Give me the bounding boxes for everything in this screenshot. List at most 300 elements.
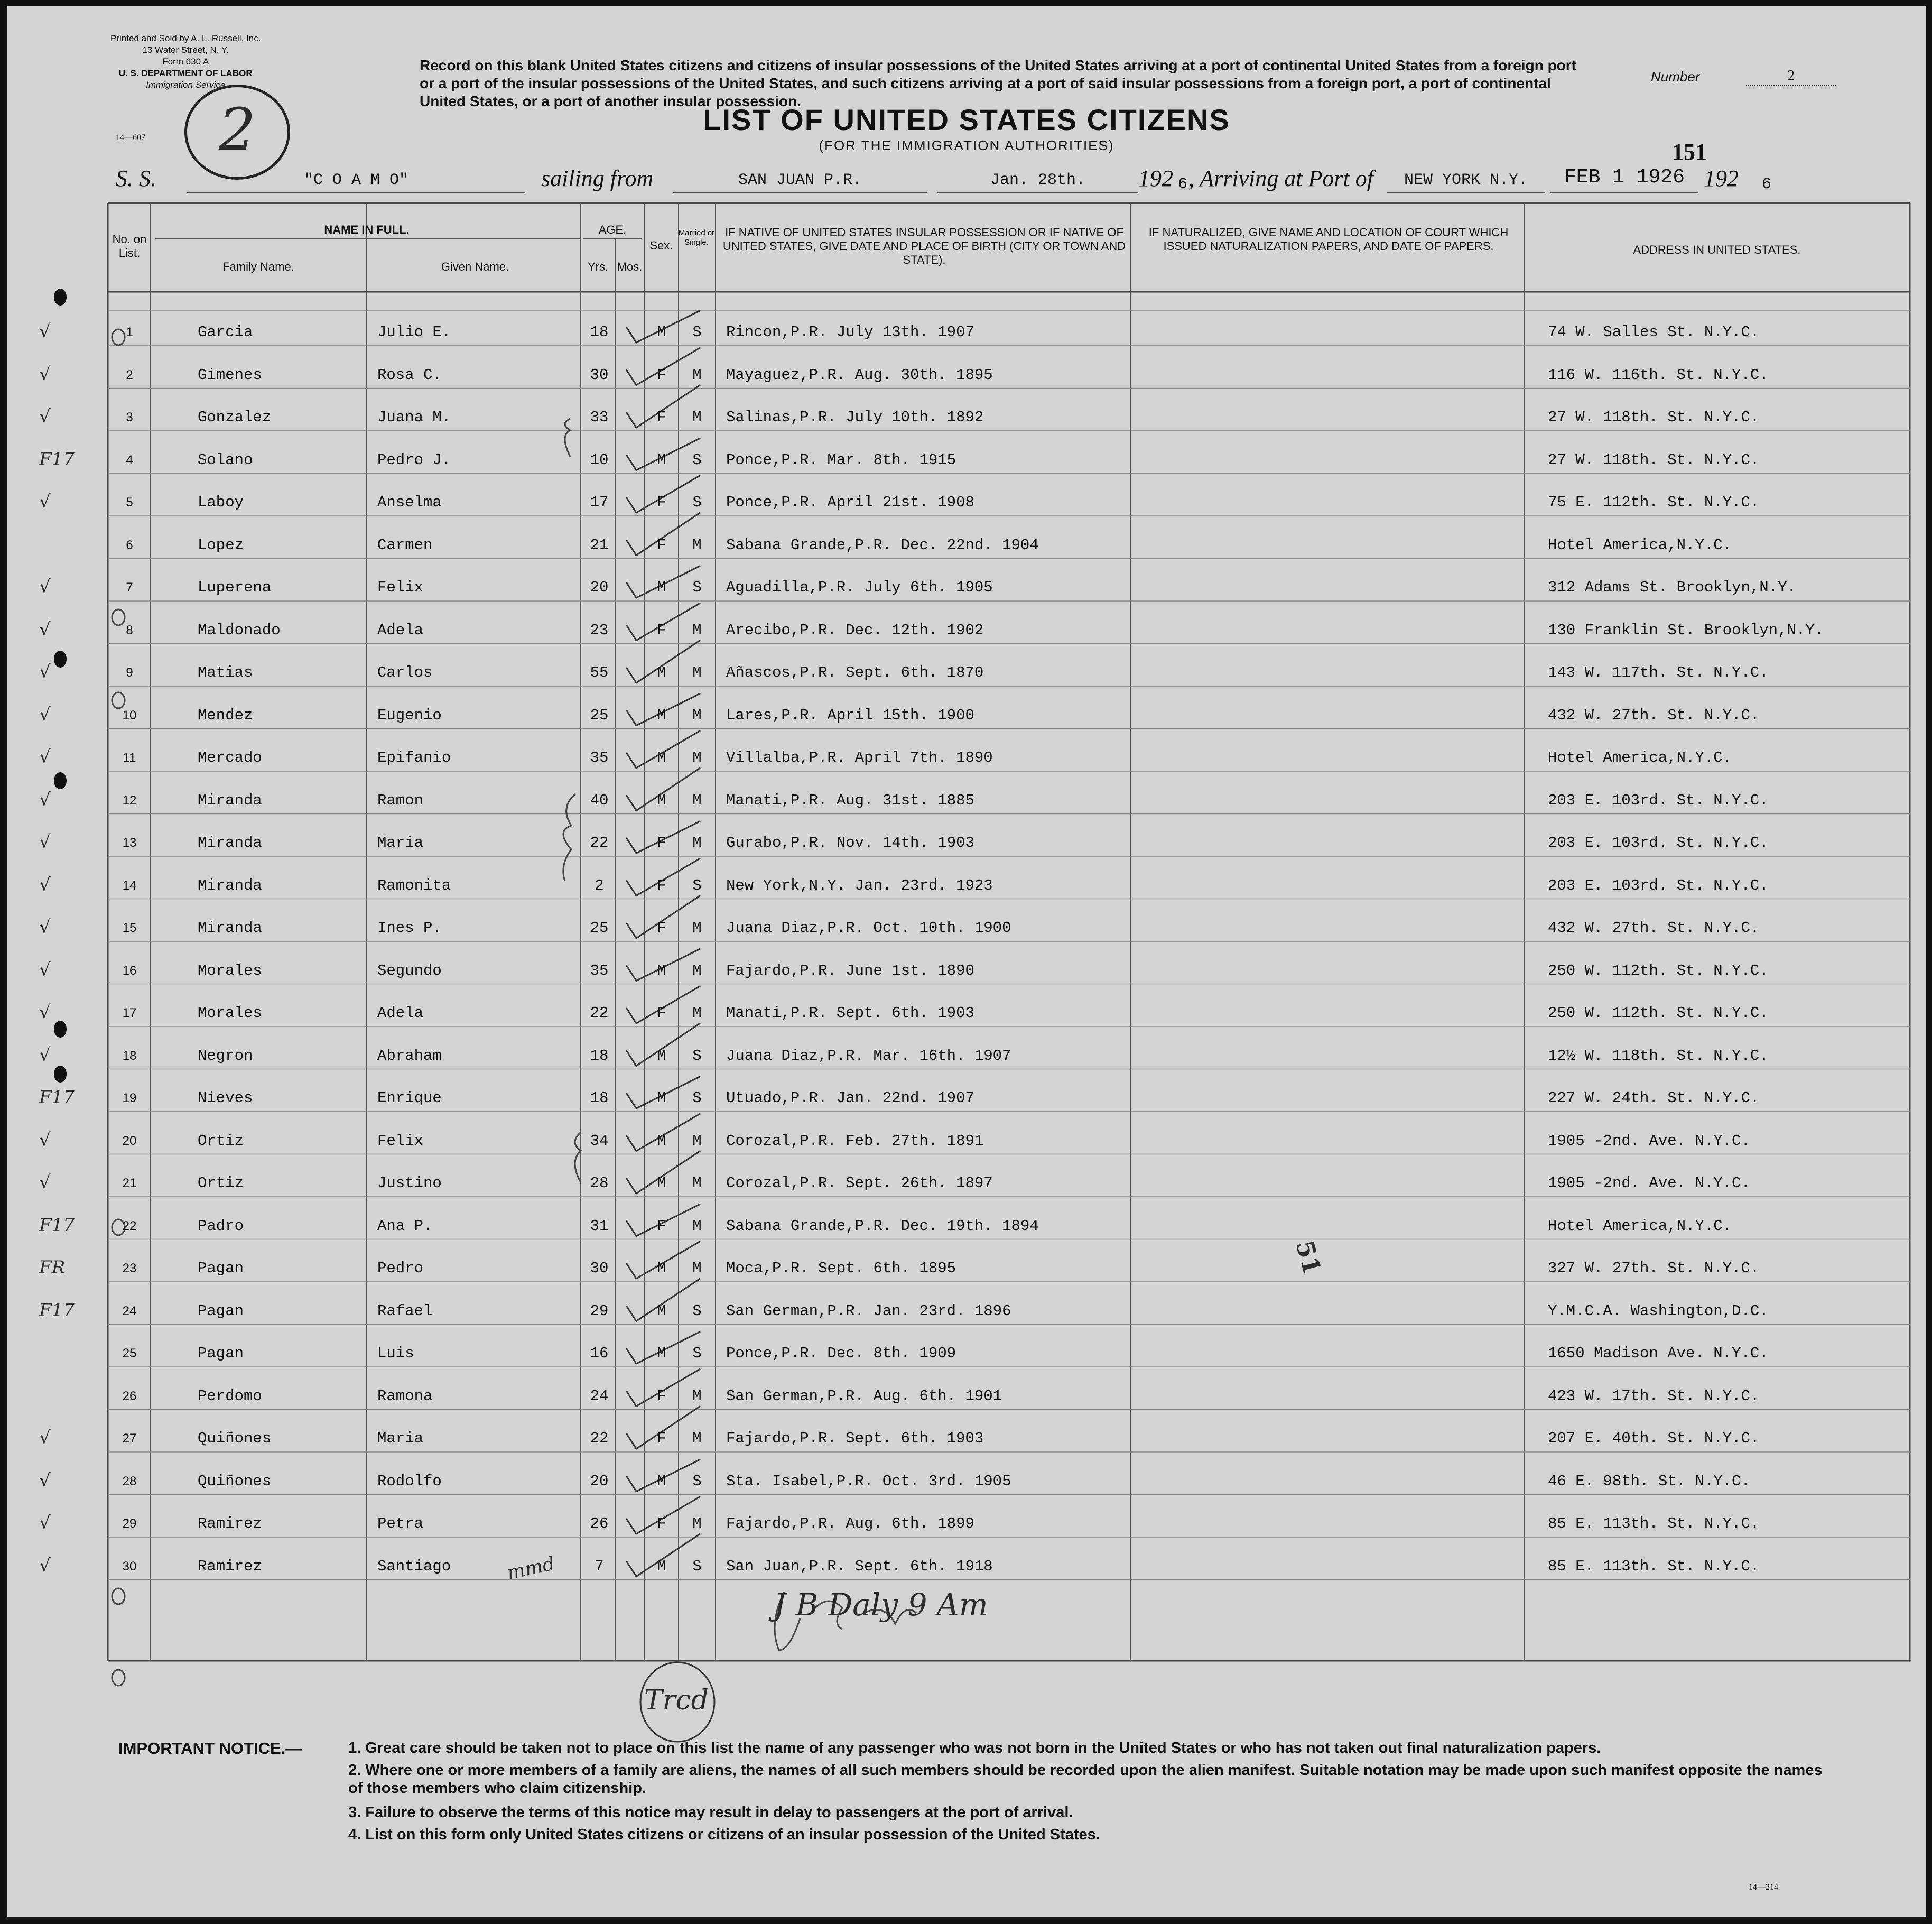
margin-check-mark: √ [39, 363, 51, 385]
given-name-cell: Epifanio [377, 749, 451, 766]
birthplace-date-cell: Juana Diaz,P.R. Oct. 10th. 1900 [726, 919, 1011, 937]
family-name-cell: Perdomo [198, 1387, 262, 1405]
marital-status-cell: M [692, 1515, 702, 1532]
family-name-cell: Pagan [198, 1260, 244, 1277]
margin-check-mark: √ [39, 1044, 51, 1066]
notice-item: 3. Failure to observe the terms of this notice may result in delay to passengers at the port of arrival. [348, 1804, 1073, 1821]
age-years-cell: 22 [590, 1430, 609, 1447]
address-cell: 85 E. 113th. St. N.Y.C. [1548, 1515, 1760, 1532]
col-given-name: Given Name. [441, 260, 509, 273]
given-name-cell: Rodolfo [377, 1472, 442, 1490]
marital-status-cell: M [692, 791, 702, 809]
address-cell: Hotel America,N.Y.C. [1548, 1217, 1732, 1235]
sex-cell: M [657, 1047, 666, 1065]
age-years-cell: 31 [590, 1217, 609, 1235]
row-number-cell: 3 [126, 410, 133, 424]
row-number-cell: 12 [122, 793, 137, 808]
given-name-cell: Juana M. [377, 409, 451, 426]
family-name-cell: Ortiz [198, 1132, 244, 1150]
age-years-cell: 25 [590, 919, 609, 937]
birthplace-date-cell: Sabana Grande,P.R. Dec. 22nd. 1904 [726, 536, 1039, 554]
birthplace-date-cell: Corozal,P.R. Feb. 27th. 1891 [726, 1132, 984, 1150]
birthplace-date-cell: Villalba,P.R. April 7th. 1890 [726, 749, 993, 766]
ss-label: S. S. [116, 165, 156, 191]
row-number-cell: 14 [122, 878, 137, 893]
sex-cell: M [657, 1472, 666, 1490]
row-number-cell: 24 [122, 1303, 137, 1318]
col-naturalized: IF NATURALIZED, GIVE NAME AND LOCATION OF COURT WHICH ISSUED NATURALIZATION PAPERS, AND DATE OF PAPERS. [1148, 226, 1509, 253]
family-name-cell: Solano [198, 451, 253, 469]
age-years-cell: 29 [590, 1302, 609, 1320]
row-number-cell: 1 [126, 325, 133, 339]
notice-item: 2. Where one or more members of a family are aliens, the names of all such members should be recorded upon the alien manifest. Suitable notation may be made upon such manifest opposite the names of those members who claim citizenship. [348, 1762, 1823, 1797]
sex-cell: M [657, 706, 666, 724]
given-name-cell: Rosa C. [377, 366, 442, 384]
birthplace-date-cell: Salinas,P.R. July 10th. 1892 [726, 409, 984, 426]
row-number-cell: 23 [122, 1261, 137, 1275]
marital-status-cell: M [692, 1430, 702, 1447]
stamp-number: 51 [1290, 1237, 1327, 1278]
family-name-cell: Garcia [198, 323, 253, 341]
marital-status-cell: M [692, 919, 702, 937]
margin-check-mark: √ [39, 1172, 51, 1193]
sex-cell: F [657, 366, 666, 384]
marital-status-cell: M [692, 834, 702, 852]
family-name-cell: Ortiz [198, 1174, 244, 1192]
age-years-cell: 34 [590, 1132, 609, 1150]
address-cell: Hotel America,N.Y.C. [1548, 749, 1732, 766]
col-birthplace: IF NATIVE OF UNITED STATES INSULAR POSSESSION OR IF NATIVE OF UNITED STATES, GIVE DATE AND PLACE OF BIRTH (CITY OR TOWN AND STATE). [722, 226, 1126, 266]
address-cell: Y.M.C.A. Washington,D.C. [1548, 1302, 1769, 1320]
col-married-single: Married or Single. [678, 228, 715, 247]
given-name-cell: Maria [377, 1430, 424, 1447]
address-cell: 85 E. 113th. St. N.Y.C. [1548, 1557, 1760, 1575]
sex-cell: M [657, 1132, 666, 1150]
row-number-cell: 2 [126, 367, 133, 382]
age-years-cell: 18 [590, 1047, 609, 1065]
sex-cell: M [657, 749, 666, 766]
notice-title: IMPORTANT NOTICE.— [118, 1739, 302, 1758]
address-cell: 1650 Madison Ave. N.Y.C. [1548, 1345, 1769, 1362]
record-instructions: Record on this blank United States citizens and citizens of insular possessions of the United States arriving at a port of continental United States from a foreign port or a port of the insular possessions of the United States, and such citizens arriving at a port of said insular possessions from a foreign port, a port of continental United States, or a port of another insular possession. [420, 57, 1577, 109]
margin-check-mark: √ [39, 959, 51, 980]
age-years-cell: 35 [590, 961, 609, 979]
sex-cell: F [657, 834, 666, 852]
given-name-cell: Felix [377, 579, 424, 596]
birthplace-date-cell: Aguadilla,P.R. July 6th. 1905 [726, 579, 993, 596]
row-number-cell: 25 [122, 1346, 137, 1361]
margin-note-row30: mmd [505, 1552, 557, 1585]
row-number-cell: 22 [122, 1218, 137, 1233]
birthplace-date-cell: San Juan,P.R. Sept. 6th. 1918 [726, 1557, 993, 1575]
margin-check-mark: √ [39, 576, 51, 597]
family-name-cell: Matias [198, 664, 253, 681]
sex-cell: F [657, 409, 666, 426]
family-name-cell: Quiñones [198, 1430, 272, 1447]
birthplace-date-cell: Moca,P.R. Sept. 6th. 1895 [726, 1260, 956, 1277]
family-name-cell: Negron [198, 1047, 253, 1065]
marital-status-cell: M [692, 1132, 702, 1150]
age-years-cell: 30 [590, 1260, 609, 1277]
row-number-cell: 11 [123, 751, 136, 765]
address-cell: 12½ W. 118th. St. N.Y.C. [1548, 1047, 1769, 1065]
margin-check-mark: √ [39, 874, 51, 895]
given-name-cell: Petra [377, 1515, 424, 1532]
sex-cell: M [657, 961, 666, 979]
address-cell: 46 E. 98th. St. N.Y.C. [1548, 1472, 1750, 1490]
birthplace-date-cell: Ponce,P.R. April 21st. 1908 [726, 494, 974, 511]
margin-check-mark: √ [39, 321, 51, 342]
address-cell: 207 E. 40th. St. N.Y.C. [1548, 1430, 1760, 1447]
marital-status-cell: M [692, 1387, 702, 1405]
birthplace-date-cell: Ponce,P.R. Mar. 8th. 1915 [726, 451, 956, 469]
given-name-cell: Ramonita [377, 876, 451, 894]
marital-status-cell: S [692, 1302, 702, 1320]
family-name-cell: Maldonado [198, 621, 281, 639]
birthplace-date-cell: Utuado,P.R. Jan. 22nd. 1907 [726, 1089, 974, 1107]
year-prefix-2: 192 [1704, 165, 1739, 191]
birthplace-date-cell: Ponce,P.R. Dec. 8th. 1909 [726, 1345, 956, 1362]
birthplace-date-cell: San German,P.R. Jan. 23rd. 1896 [726, 1302, 1011, 1320]
sailing-label: sailing from [541, 165, 654, 191]
given-name-cell: Ramon [377, 791, 424, 809]
family-name-cell: Ramirez [198, 1557, 262, 1575]
sex-cell: F [657, 919, 666, 937]
birthplace-date-cell: Sta. Isabel,P.R. Oct. 3rd. 1905 [726, 1472, 1011, 1490]
margin-check-mark: F17 [39, 1299, 75, 1321]
circled-number-mark: 2 [184, 85, 290, 180]
sex-cell: M [657, 1302, 666, 1320]
sex-cell: F [657, 1004, 666, 1022]
family-name-cell: Gonzalez [198, 409, 272, 426]
age-years-cell: 18 [590, 1089, 609, 1107]
margin-check-mark: √ [39, 618, 51, 640]
marital-status-cell: M [692, 1004, 702, 1022]
address-cell: 1905 -2nd. Ave. N.Y.C. [1548, 1132, 1750, 1150]
row-number-cell: 20 [122, 1133, 137, 1148]
address-cell: 116 W. 116th. St. N.Y.C. [1548, 366, 1769, 384]
margin-check-mark: √ [39, 831, 51, 853]
row-number-cell: 21 [122, 1176, 137, 1190]
sex-cell: M [657, 451, 666, 469]
address-cell: 1905 -2nd. Ave. N.Y.C. [1548, 1174, 1750, 1192]
marital-status-cell: S [692, 876, 702, 894]
birthplace-date-cell: San German,P.R. Aug. 6th. 1901 [726, 1387, 1002, 1405]
birthplace-date-cell: Manati,P.R. Sept. 6th. 1903 [726, 1004, 974, 1022]
row-number-cell: 15 [122, 921, 137, 935]
number-value: 2 [1746, 68, 1836, 86]
row-number-cell: 29 [122, 1516, 137, 1531]
sex-cell: F [657, 1217, 666, 1235]
age-years-cell: 26 [590, 1515, 609, 1532]
given-name-cell: Abraham [377, 1047, 442, 1065]
age-years-cell: 20 [590, 1472, 609, 1490]
printer-line: U. S. DEPARTMENT OF LABOR [118, 68, 253, 78]
family-name-cell: Quiñones [198, 1472, 272, 1490]
margin-check-mark: √ [39, 789, 51, 810]
col-age-yrs: Yrs. [587, 260, 609, 273]
number-label: Number [1651, 69, 1700, 85]
sex-cell: M [657, 664, 666, 681]
marital-status-cell: S [692, 451, 702, 469]
row-number-cell: 7 [126, 580, 133, 595]
address-cell: 250 W. 112th. St. N.Y.C. [1548, 961, 1769, 979]
row-number-cell: 10 [122, 708, 137, 723]
sex-cell: M [657, 1557, 666, 1575]
sex-cell: M [657, 1345, 666, 1362]
birthplace-date-cell: Arecibo,P.R. Dec. 12th. 1902 [726, 621, 984, 639]
given-name-cell: Ines P. [377, 919, 442, 937]
given-name-cell: Adela [377, 621, 424, 639]
family-name-cell: Miranda [198, 791, 262, 809]
marital-status-cell: M [692, 749, 702, 766]
family-name-cell: Morales [198, 1004, 262, 1022]
age-years-cell: 2 [595, 876, 604, 894]
marital-status-cell: M [692, 961, 702, 979]
sex-cell: M [657, 791, 666, 809]
given-name-cell: Ana P. [377, 1217, 433, 1235]
margin-check-mark: √ [39, 406, 51, 427]
family-name-cell: Mercado [198, 749, 262, 766]
given-name-cell: Pedro [377, 1260, 424, 1277]
col-family-name: Family Name. [222, 260, 294, 273]
margin-check-mark: √ [39, 661, 51, 682]
birthplace-date-cell: Añascos,P.R. Sept. 6th. 1870 [726, 664, 984, 681]
family-name-cell: Morales [198, 961, 262, 979]
ship-name: "C O A M O" [187, 171, 525, 193]
marital-status-cell: M [692, 706, 702, 724]
given-name-cell: Adela [377, 1004, 424, 1022]
address-cell: 203 E. 103rd. St. N.Y.C. [1548, 834, 1769, 852]
sex-cell: M [657, 1260, 666, 1277]
date-from: Jan. 28th. [937, 171, 1138, 193]
manifest-sheet [7, 6, 1926, 1917]
marital-status-cell: S [692, 1089, 702, 1107]
row-number-cell: 5 [126, 495, 133, 510]
age-years-cell: 23 [590, 621, 609, 639]
inspector-signature: J B Daly 9 Am [774, 1587, 988, 1623]
marital-status-cell: S [692, 1557, 702, 1575]
row-number-cell: 18 [122, 1048, 137, 1063]
notice-item: 4. List on this form only United States citizens or citizens of an insular possession of the United States. [348, 1826, 1100, 1843]
given-name-cell: Anselma [377, 494, 442, 511]
printer-line: Immigration Service [146, 80, 226, 90]
row-number-cell: 13 [122, 836, 137, 850]
margin-check-mark: √ [39, 746, 51, 767]
row-number-cell: 8 [126, 623, 133, 637]
margin-check-mark: √ [39, 1555, 51, 1576]
address-cell: 143 W. 117th. St. N.Y.C. [1548, 664, 1769, 681]
family-name-cell: Miranda [198, 834, 262, 852]
address-cell: 203 E. 103rd. St. N.Y.C. [1548, 791, 1769, 809]
birthplace-date-cell: Juana Diaz,P.R. Mar. 16th. 1907 [726, 1047, 1011, 1065]
marital-status-cell: M [692, 366, 702, 384]
age-years-cell: 10 [590, 451, 609, 469]
family-name-cell: Miranda [198, 919, 262, 937]
row-number-cell: 30 [122, 1559, 137, 1574]
sheet-number: 151 [1672, 139, 1707, 165]
year-suffix-2: 6 [1762, 175, 1772, 193]
form-code-left: 14—607 [116, 133, 145, 142]
given-name-cell: Rafael [377, 1302, 433, 1320]
family-name-cell: Mendez [198, 706, 253, 724]
marital-status-cell: S [692, 494, 702, 511]
address-cell: Hotel America,N.Y.C. [1548, 536, 1732, 554]
given-name-cell: Julio E. [377, 323, 451, 341]
address-cell: 250 W. 112th. St. N.Y.C. [1548, 1004, 1769, 1022]
age-years-cell: 22 [590, 1004, 609, 1022]
margin-check-mark: F17 [39, 1087, 75, 1108]
row-number-cell: 26 [122, 1389, 137, 1403]
col-no-on-list: No. on List. [112, 233, 147, 260]
printer-line: Printed and Sold by A. L. Russell, Inc. [110, 33, 261, 43]
address-cell: 203 E. 103rd. St. N.Y.C. [1548, 876, 1769, 894]
notice-item: 1. Great care should be taken not to place on this list the name of any passenger who was not born in the United States or who has not taken out final naturalization papers. [348, 1740, 1601, 1756]
birthplace-date-cell: Fajardo,P.R. Sept. 6th. 1903 [726, 1430, 984, 1447]
marital-status-cell: M [692, 1217, 702, 1235]
given-name-cell: Segundo [377, 961, 442, 979]
birthplace-date-cell: Mayaguez,P.R. Aug. 30th. 1895 [726, 366, 993, 384]
age-years-cell: 7 [595, 1557, 604, 1575]
col-sex: Sex. [649, 239, 673, 252]
age-years-cell: 16 [590, 1345, 609, 1362]
margin-check-mark: √ [39, 917, 51, 938]
margin-check-mark: √ [39, 1002, 51, 1023]
marital-status-cell: M [692, 1260, 702, 1277]
given-name-cell: Justino [377, 1174, 442, 1192]
col-name-in-full: NAME IN FULL. [324, 223, 410, 236]
family-name-cell: Lopez [198, 536, 244, 554]
address-cell: 432 W. 27th. St. N.Y.C. [1548, 706, 1760, 724]
col-address: ADDRESS IN UNITED STATES. [1633, 243, 1801, 256]
family-name-cell: Nieves [198, 1089, 253, 1107]
sex-cell: F [657, 1430, 666, 1447]
address-cell: 432 W. 27th. St. N.Y.C. [1548, 919, 1760, 937]
page-title: LIST OF UNITED STATES CITIZENS [703, 103, 1230, 136]
age-years-cell: 35 [590, 749, 609, 766]
address-cell: 74 W. Salles St. N.Y.C. [1548, 323, 1760, 341]
age-years-cell: 55 [590, 664, 609, 681]
age-years-cell: 25 [590, 706, 609, 724]
margin-check-mark: √ [39, 1512, 51, 1533]
age-years-cell: 21 [590, 536, 609, 554]
given-name-cell: Carlos [377, 664, 433, 681]
marital-status-cell: M [692, 664, 702, 681]
marital-status-cell: M [692, 536, 702, 554]
margin-check-mark: FR [39, 1257, 66, 1278]
sex-cell: F [657, 494, 666, 511]
family-name-cell: Gimenes [198, 366, 262, 384]
sex-cell: F [657, 621, 666, 639]
given-name-cell: Maria [377, 834, 424, 852]
marital-status-cell: S [692, 1345, 702, 1362]
address-cell: 423 W. 17th. St. N.Y.C. [1548, 1387, 1760, 1405]
birthplace-date-cell: Sabana Grande,P.R. Dec. 19th. 1894 [726, 1217, 1039, 1235]
port-to: NEW YORK N.Y. [1387, 171, 1545, 193]
age-years-cell: 20 [590, 579, 609, 596]
age-years-cell: 40 [590, 791, 609, 809]
family-name-cell: Pagan [198, 1302, 244, 1320]
family-name-cell: Ramirez [198, 1515, 262, 1532]
given-name-cell: Felix [377, 1132, 424, 1150]
birthplace-date-cell: Manati,P.R. Aug. 31st. 1885 [726, 791, 974, 809]
family-name-cell: Miranda [198, 876, 262, 894]
given-name-cell: Santiago [377, 1557, 451, 1575]
given-name-cell: Enrique [377, 1089, 442, 1107]
address-cell: 227 W. 24th. St. N.Y.C. [1548, 1089, 1760, 1107]
row-number-cell: 6 [126, 538, 133, 552]
row-number-cell: 27 [122, 1431, 137, 1446]
row-number-cell: 9 [126, 665, 133, 680]
margin-check-mark: F17 [39, 1214, 75, 1236]
address-cell: 27 W. 118th. St. N.Y.C. [1548, 409, 1760, 426]
form-code-right: 14—214 [1749, 1883, 1778, 1892]
sex-cell: F [657, 536, 666, 554]
sex-cell: M [657, 1089, 666, 1107]
margin-check-mark: F17 [39, 448, 75, 470]
sex-cell: M [657, 323, 666, 341]
given-name-cell: Ramona [377, 1387, 433, 1405]
age-years-cell: 30 [590, 366, 609, 384]
col-age-mos: Mos. [617, 260, 643, 273]
family-name-cell: Luperena [198, 579, 272, 596]
birthplace-date-cell: Corozal,P.R. Sept. 26th. 1897 [726, 1174, 993, 1192]
age-years-cell: 33 [590, 409, 609, 426]
marital-status-cell: S [692, 1047, 702, 1065]
printer-line: 13 Water Street, N. Y. [142, 45, 229, 55]
marital-status-cell: M [692, 1174, 702, 1192]
address-cell: 327 W. 27th. St. N.Y.C. [1548, 1260, 1760, 1277]
age-years-cell: 17 [590, 494, 609, 511]
sex-cell: F [657, 876, 666, 894]
printer-line: Form 630 A [162, 57, 209, 67]
row-number-cell: 17 [122, 1006, 137, 1020]
margin-check-mark: √ [39, 1427, 51, 1448]
marital-status-cell: S [692, 323, 702, 341]
row-number-cell: 28 [122, 1474, 137, 1488]
given-name-cell: Carmen [377, 536, 433, 554]
margin-check-mark: √ [39, 1469, 51, 1491]
port-from: SAN JUAN P.R. [673, 171, 927, 193]
birthplace-date-cell: Lares,P.R. April 15th. 1900 [726, 706, 974, 724]
given-name-cell: Pedro J. [377, 451, 451, 469]
address-cell: 27 W. 118th. St. N.Y.C. [1548, 451, 1760, 469]
birthplace-date-cell: Fajardo,P.R. Aug. 6th. 1899 [726, 1515, 974, 1532]
birthplace-date-cell: Rincon,P.R. July 13th. 1907 [726, 323, 974, 341]
marital-status-cell: S [692, 1472, 702, 1490]
given-name-cell: Luis [377, 1345, 414, 1362]
age-years-cell: 22 [590, 834, 609, 852]
year-prefix-1: 192 [1138, 165, 1173, 191]
marital-status-cell: M [692, 409, 702, 426]
birthplace-date-cell: New York,N.Y. Jan. 23rd. 1923 [726, 876, 993, 894]
address-cell: 312 Adams St. Brooklyn,N.Y. [1548, 579, 1796, 596]
age-years-cell: 18 [590, 323, 609, 341]
sex-cell: F [657, 1515, 666, 1532]
margin-check-mark: √ [39, 491, 51, 512]
row-number-cell: 16 [122, 963, 137, 978]
sex-cell: M [657, 1174, 666, 1192]
traced-mark: Trcd [644, 1685, 709, 1716]
age-years-cell: 24 [590, 1387, 609, 1405]
address-cell: 130 Franklin St. Brooklyn,N.Y. [1548, 621, 1824, 639]
birthplace-date-cell: Fajardo,P.R. June 1st. 1890 [726, 961, 974, 979]
date-to-stamp: FEB 1 1926 [1550, 166, 1698, 193]
sex-cell: F [657, 1387, 666, 1405]
address-cell: 75 E. 112th. St. N.Y.C. [1548, 494, 1760, 511]
marital-status-cell: M [692, 621, 702, 639]
sex-cell: M [657, 579, 666, 596]
